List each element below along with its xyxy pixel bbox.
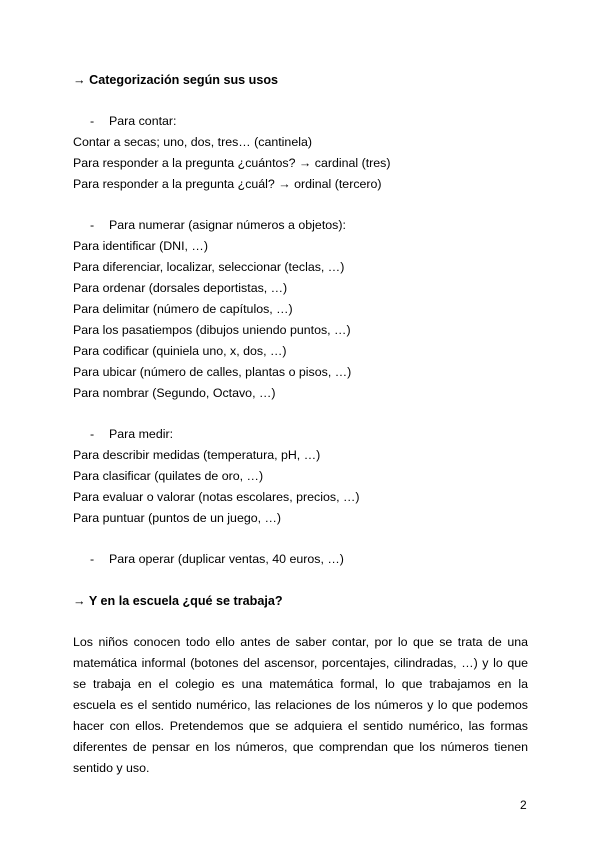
list-line: Para delimitar (número de capítulos, …) xyxy=(73,302,293,316)
list-line: Para identificar (DNI, …) xyxy=(73,239,208,253)
bullet-item-numerar xyxy=(90,219,346,231)
list-line: Para ordenar (dorsales deportistas, …) xyxy=(73,281,288,295)
page-number: 2 xyxy=(520,798,527,812)
bullet-item-medir xyxy=(90,428,173,440)
bullet-dash: - xyxy=(90,427,95,441)
list-line: Para clasificar (quilates de oro, …) xyxy=(73,469,264,483)
bullet-dash: - xyxy=(90,552,95,566)
list-line: Para codificar (quiniela uno, x, dos, …) xyxy=(73,344,287,358)
bullet-label: Para contar: xyxy=(109,114,177,128)
list-line: Para describir medidas (temperatura, pH, …) xyxy=(73,448,321,462)
body-paragraph: Los niños conocen todo ello antes de saber contar, por lo que se trata de una matemática informal (botones del ascensor, porcentajes, cilindradas, …) y lo que se trabaja en el colegio es una matemática formal, lo que trabajamos en la escuela es el sentido numérico, las relaciones de los números y lo que podemos hacer con ellos. Pretendemos que se adquiera el sentido numérico, las formas diferentes de pensar en los números, que comprendan que los números tienen sentido y uso. xyxy=(73,635,528,775)
bullet-item-contar xyxy=(90,115,177,127)
bullet-dash: - xyxy=(90,114,95,128)
bullet-item-operar xyxy=(90,553,344,565)
section-heading-escuela: → Y en la escuela ¿qué se trabaja? xyxy=(73,594,283,608)
list-line: Contar a secas; uno, dos, tres… (cantinela) xyxy=(73,135,312,149)
list-line: Para evaluar o valorar (notas escolares, precios, …) xyxy=(73,490,360,504)
bullet-label: Para medir: xyxy=(109,427,174,441)
bullet-dash: - xyxy=(90,218,95,232)
list-line: Para ubicar (número de calles, plantas o pisos, …) xyxy=(73,365,352,379)
section-heading-categorizacion: → Categorización según sus usos xyxy=(73,73,279,87)
list-line: Para puntuar (puntos de un juego, …) xyxy=(73,511,282,525)
bullet-label: Para operar (duplicar ventas, 40 euros, …) xyxy=(109,552,344,566)
list-line: Para diferenciar, localizar, seleccionar (teclas, …) xyxy=(73,260,345,274)
list-line: Para nombrar (Segundo, Octavo, …) xyxy=(73,386,276,400)
list-line: Para los pasatiempos (dibujos uniendo puntos, …) xyxy=(73,323,351,337)
bullet-label: Para numerar (asignar números a objetos): xyxy=(109,218,346,232)
list-line: Para responder a la pregunta ¿cuál? → ordinal (tercero) xyxy=(73,177,382,191)
list-line: Para responder a la pregunta ¿cuántos? → cardinal (tres) xyxy=(73,156,391,170)
